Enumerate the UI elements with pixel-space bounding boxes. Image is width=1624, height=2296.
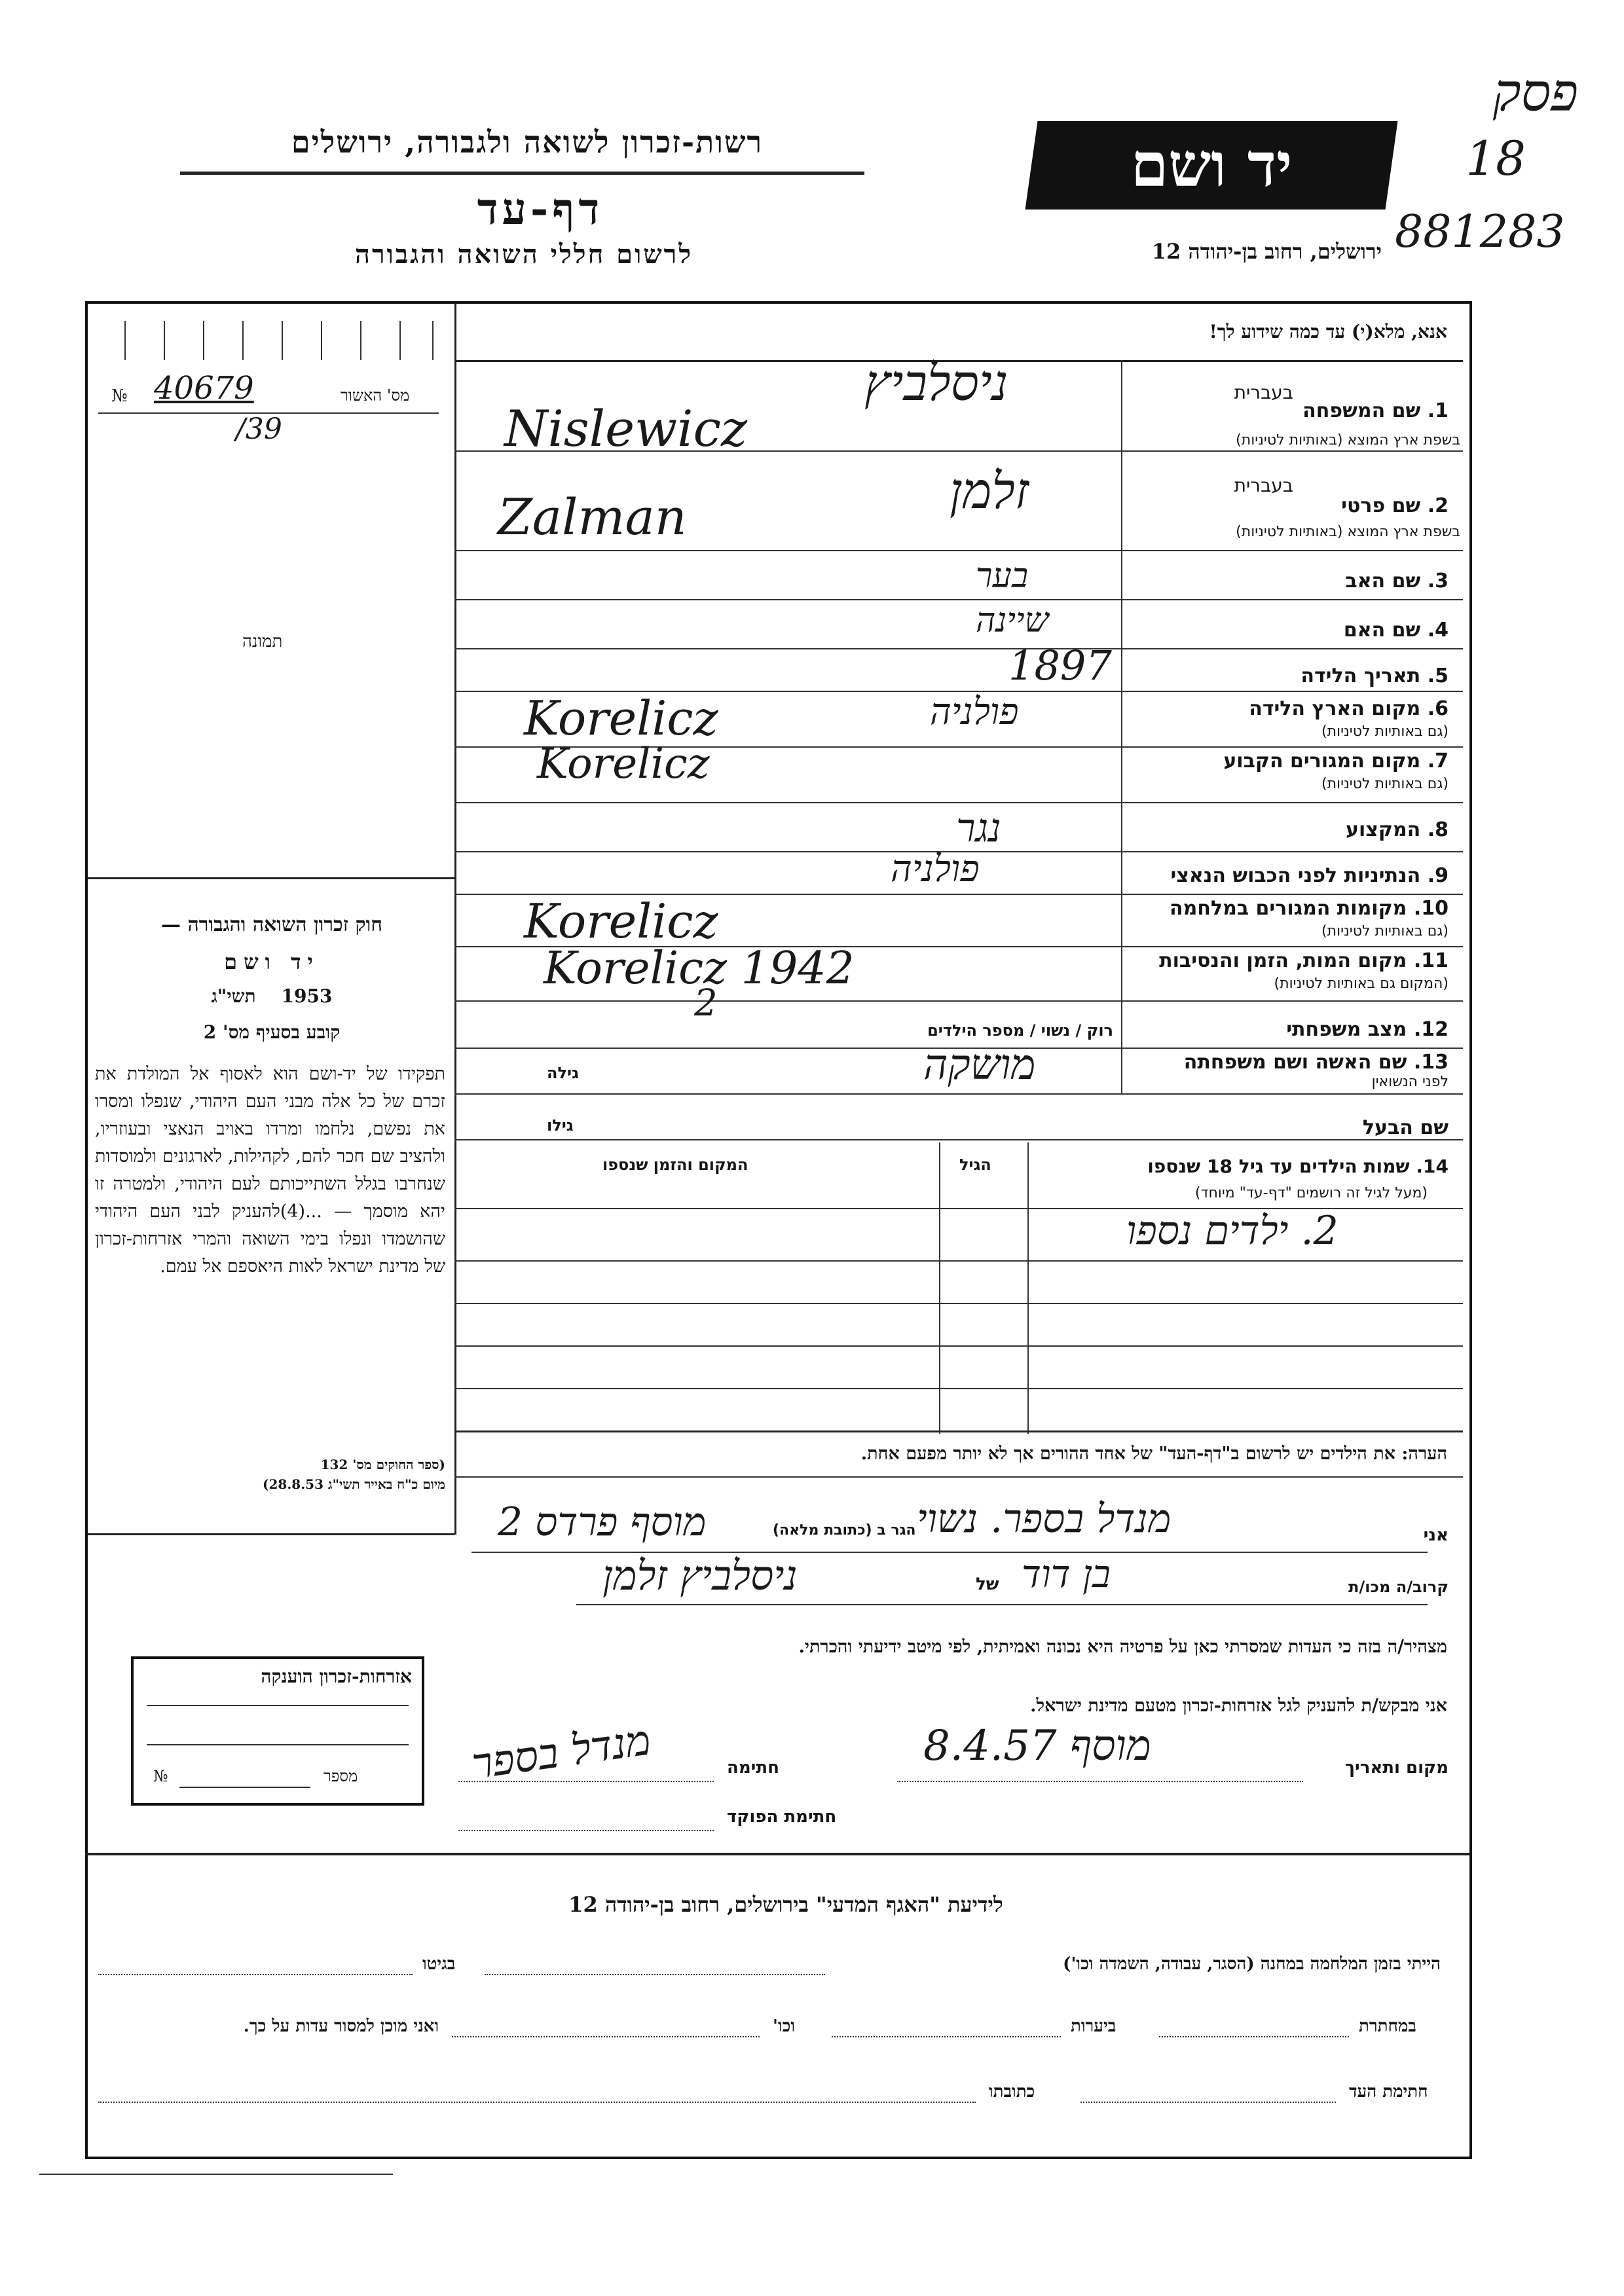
footer-line1-ghetto — [98, 1974, 413, 1975]
decl-signature-label: חתימה — [727, 1758, 779, 1777]
row13-label: 13. שם האשה ושם משפחתה — [1183, 1051, 1449, 1074]
row13-age-label: גילה — [547, 1064, 579, 1082]
row13-value: מושקה — [923, 1041, 1036, 1089]
row4-label: 4. שם האם — [1343, 619, 1449, 642]
form-instruction: אנא, מלא(י) עד כמה שידוע לך! — [1209, 321, 1447, 342]
row7-rule — [454, 802, 1463, 803]
children-col-divider-1 — [939, 1142, 940, 1434]
decl-i-label: אני — [1423, 1525, 1449, 1545]
row3-label: 3. שם האב — [1345, 570, 1449, 592]
law-clause: קובע בסעיף מס' 2 — [203, 1021, 341, 1043]
footer-line2-field-c — [452, 2036, 760, 2037]
decl-signature-line — [458, 1781, 714, 1782]
decl-line-2 — [576, 1604, 1428, 1605]
children-col-place: המקום והזמן שנספו — [602, 1156, 748, 1174]
decl-address-value: מוסף פרדס 2 — [498, 1499, 707, 1545]
children-sub: (מעל לגיל זה רושמים "דף-עד" מיוחד) — [1194, 1185, 1428, 1201]
footer-line2-c: וכו' — [773, 2016, 795, 2036]
law-title: חוק זכרון השואה והגבורה — — [161, 913, 382, 936]
law-divider — [88, 877, 454, 879]
footer-rule — [85, 1853, 1469, 1855]
footer-line2-field-a — [1159, 2036, 1349, 2037]
law-year-heb: תשי"ג — [211, 985, 256, 1007]
footer-title: לידיעת "האגף המדעי" בירושלים, רחוב בן-יהודה 12 — [568, 1892, 1003, 1917]
decl-statement: מצהיר/ה בזה כי העדות שמסרתי כאן על פרטיה היא נכונה ואמיתית, לפי מיטב ידיעתי והכרתי. — [798, 1637, 1447, 1657]
children-row-3 — [454, 1345, 1463, 1347]
decl-place-date-line — [897, 1781, 1303, 1782]
footer-line3-field-b — [98, 2102, 976, 2103]
decl-of-label: של — [976, 1575, 999, 1594]
logo-text: יד ושם — [1130, 130, 1293, 200]
row5-label: 5. תאריך הלידה — [1301, 665, 1449, 687]
row3-rule — [454, 599, 1463, 600]
row7-sub: (גם באותיות לטיניות) — [1321, 776, 1449, 792]
decl-signature-value: מנדל בספר — [469, 1716, 654, 1789]
row2-rule — [454, 550, 1463, 551]
children-value: 2. ילדים נספו — [1126, 1208, 1338, 1254]
box-title: אזרחות-זכרון הוענקה — [261, 1666, 412, 1687]
box-number-label: מספר — [323, 1767, 358, 1785]
children-row-4 — [454, 1388, 1463, 1389]
row10-sub: (גם באותיות לטיניות) — [1321, 923, 1449, 939]
row7-label: 7. מקום המגורים הקבוע — [1223, 750, 1449, 773]
decl-relation-value: בן דוד — [1022, 1552, 1111, 1596]
label-divider — [1121, 360, 1122, 1093]
row12-label: 12. מצב משפחתי — [1286, 1018, 1449, 1041]
cert-number-sub: /39 — [236, 412, 282, 446]
decl-inspector-label: חתימת הפוקד — [727, 1807, 837, 1827]
stamp-psak: פסק — [1492, 62, 1578, 123]
children-row-1 — [454, 1260, 1463, 1262]
row1-label: 1. שם המשפחה — [1302, 399, 1449, 422]
children-label: 14. שמות הילדים עד גיל 18 שנספו — [1147, 1156, 1449, 1177]
footer-line3-b: כתובתו — [989, 2082, 1035, 2102]
row9-label: 9. הנתיניות לפני הכבוש הנאצי — [1170, 864, 1449, 887]
row11-label: 11. מקום המות, הזמן והנסיבות — [1159, 949, 1449, 972]
row10-label: 10. מקומות המגורים במלחמה — [1170, 897, 1449, 920]
row6-sub: (גם באותיות לטיניות) — [1321, 723, 1449, 740]
header-address: ירושלים, רחוב בן-יהודה 12 — [1151, 239, 1382, 264]
cert-line — [98, 412, 439, 414]
row1-value-lat: Nislewicz — [504, 399, 748, 458]
row2-in-hebrew: בעברית — [1234, 475, 1293, 496]
row12-options: רוק / נשוי / מספר הילדים — [927, 1021, 1113, 1040]
row4-value: שיינה — [976, 601, 1049, 640]
decl-i-value: מנדל בספר. נשוי — [917, 1496, 1172, 1542]
box-no-prefix: № — [153, 1767, 168, 1785]
row1-rule — [454, 450, 1463, 452]
row2-sub: בשפת ארץ המוצא (באותיות לטיניות) — [1236, 524, 1460, 540]
row6-value-lat: Korelicz — [524, 691, 718, 746]
left-column-bottom — [88, 1533, 454, 1535]
children-col-age: הגיל — [959, 1156, 991, 1174]
footer-line2-d: ואני מוכן למסור עדות על כך. — [243, 2016, 439, 2036]
law-ref-2: מיום כ"ח באייר תשי"ג 28.8.53) — [263, 1476, 445, 1492]
memorial-citizenship-box — [131, 1656, 424, 1806]
decl-relation-label: קרוב/ה מכו/ת — [1348, 1578, 1449, 1596]
photo-label: תמונה — [242, 632, 283, 651]
law-logo: יד ושם — [224, 949, 320, 974]
decl-address-label: הגר ב (כתובת מלאה) — [773, 1522, 916, 1539]
row8-label: 8. המקצוע — [1345, 818, 1449, 841]
bottom-margin-rule — [39, 2174, 393, 2175]
husband-label: שם הבעל — [1362, 1116, 1449, 1139]
footer-line3-field-a — [1080, 2102, 1336, 2103]
footer-line3-a: חתימת העד — [1349, 2082, 1428, 2102]
stamp-number: 881283 — [1395, 206, 1565, 258]
law-ref-1: (ספר החוקים מס' 132 — [320, 1457, 445, 1472]
husband-age-label: גילו — [547, 1116, 574, 1135]
form-subtitle: לרשום חללי השואה והגבורה — [354, 239, 693, 270]
children-bottom-rule — [454, 1430, 1463, 1432]
form-title: דף-עד — [477, 183, 604, 234]
husband-rule — [454, 1139, 1463, 1140]
footer-line1-b: בגיטו — [422, 1954, 456, 1974]
row2-value-heb: זלמן — [950, 462, 1029, 520]
decl-place-date-value: מוסף 8.4.57 — [923, 1722, 1151, 1770]
row11-value-lat: Korelicz 1942 — [544, 943, 855, 994]
row4-rule — [454, 648, 1463, 649]
row7-value-lat: Korelicz — [537, 740, 710, 788]
row11-rule — [454, 1000, 1463, 1002]
box-line-1 — [147, 1705, 409, 1706]
authority-title: רשות-זכרון לשואה ולגבורה, ירושלים — [291, 124, 764, 160]
decl-place-date-label: מקום ותאריך — [1345, 1758, 1449, 1777]
footer-line2-b: ביערות — [1071, 2016, 1116, 2036]
row12-value: 2 — [694, 982, 718, 1025]
decl-of-value: ניסלביץ זלמן — [602, 1552, 798, 1599]
row13-sub: לפני הנשואין — [1371, 1074, 1449, 1090]
note-rule — [454, 1476, 1463, 1478]
row9-value: פולניה — [891, 848, 980, 890]
row1-value-heb: ניסלביץ — [864, 354, 1008, 412]
perforation-ticks — [124, 314, 439, 367]
row6-label: 6. מקום הארץ הלידה — [1249, 697, 1449, 720]
cert-number: 40679 — [154, 370, 254, 407]
row10-value-lat: Korelicz — [524, 894, 718, 949]
cert-no-prefix: № — [111, 386, 128, 406]
decl-inspector-line — [458, 1830, 714, 1831]
footer-line1-field — [485, 1974, 825, 1975]
children-note: הערה: את הילדים יש לרשום ב"דף-העד" של אחד ההורים אך לא יותר מפעם אחת. — [860, 1444, 1447, 1464]
box-line-3 — [179, 1787, 310, 1788]
row8-value: נגר — [956, 805, 1001, 851]
yad-vashem-logo — [1025, 121, 1398, 210]
row5-value: 1897 — [1008, 642, 1112, 689]
row11-sub: (המקום גם באותיות לטיניות) — [1274, 975, 1449, 992]
law-year: 1953 — [281, 985, 333, 1007]
row3-value: בער — [976, 556, 1029, 596]
children-col-divider-2 — [1027, 1142, 1029, 1434]
footer-line2-field-b — [832, 2036, 1061, 2037]
row13-rule — [454, 1093, 1463, 1095]
law-year-line — [98, 985, 445, 1008]
law-text: תפקידו של יד-ושם הוא לאסוף אל המולדת את זכרם של כל אלה מבני העם היהודי, שנפלו ומסרו את נפשם, נלחמו ומרדו באויב הנאצי ובעוזריו, ולהציב שם חכר להם, לקהילות, לארגונים ולמוסדות שנחרבו בגלל השתייכותם לעם היהודי, ולמטרה זו יהא מוסמך — ...(4)להעניק לבני העם היהודי שהושמדו ונפלו בימי השואה והמרי אזרחות-זכרון של מדינת ישראל לאות היאספם אל עמם. — [95, 1064, 445, 1277]
row1-in-hebrew: בעברית — [1234, 382, 1293, 403]
row6-value-heb: פולניה — [930, 691, 1019, 733]
cert-label: מס' האשור — [341, 386, 410, 405]
authority-underline — [180, 172, 864, 175]
row2-value-lat: Zalman — [498, 488, 687, 546]
row2-label: 2. שם פרטי — [1341, 494, 1449, 517]
decl-request: אני מבקש/ת להעניק לגל אזרחות-זכרון מטעם מדינת ישראל. — [1030, 1696, 1447, 1716]
box-line-2 — [147, 1744, 409, 1745]
children-row-2 — [454, 1303, 1463, 1304]
footer-line1-a: הייתי בזמן המלחמה במחנה (הסגר, עבודה, השמדה וכו') — [1063, 1954, 1441, 1974]
stamp-number-top: 18 — [1466, 131, 1526, 186]
footer-line2-a: במחתרת — [1359, 2016, 1416, 2036]
row1-sub: בשפת ארץ המוצא (באותיות לטיניות) — [1236, 432, 1460, 448]
